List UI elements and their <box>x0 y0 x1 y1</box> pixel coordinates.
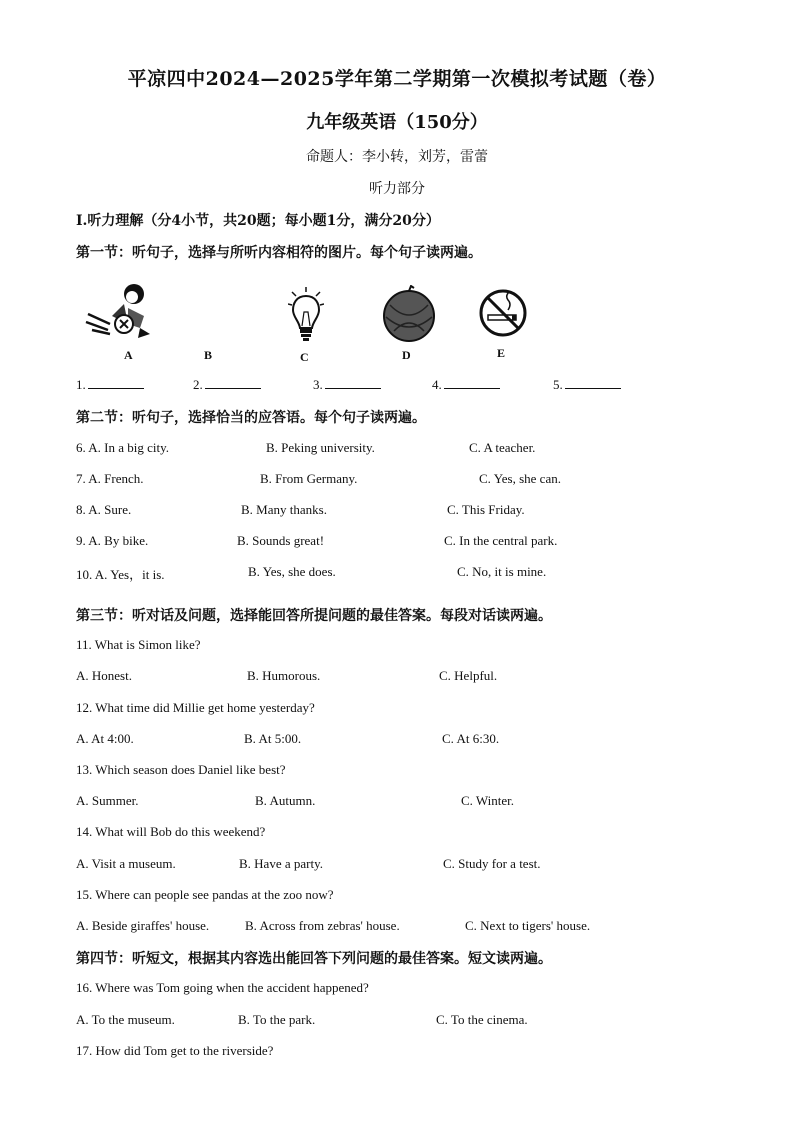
option-13a: A. Summer. <box>76 793 139 808</box>
option-7a: 7. A. French. <box>76 471 144 486</box>
option-12a: A. At 4:00. <box>76 731 134 746</box>
soccer-player-icon <box>84 280 156 342</box>
option-8b: B. Many thanks. <box>241 502 327 517</box>
no-smoking-icon <box>478 288 528 338</box>
picture-label-a: A <box>124 348 133 362</box>
answer-blank-5[interactable]: 5. <box>553 376 621 393</box>
option-15a: A. Beside giraffes' house. <box>76 918 210 933</box>
picture-label-b: B <box>204 348 213 362</box>
question-17: 17. How did Tom get to the riverside? <box>76 1043 274 1058</box>
option-7b: B. From Germany. <box>260 471 358 486</box>
option-13c: C. Winter. <box>461 793 515 808</box>
option-8a: 8. A. Sure. <box>76 502 132 517</box>
option-14b: B. Have a party. <box>239 856 323 871</box>
option-16c: C. To the cinema. <box>436 1012 528 1027</box>
question-11: 11. What is Simon like? <box>76 637 201 652</box>
section2-heading: 第二节：听句子，选择恰当的应答语。每个句子读两遍。 <box>76 410 426 426</box>
answer-blank-1[interactable]: 1. <box>76 376 144 393</box>
picture-label-e: E <box>497 346 506 360</box>
answer-blank-3[interactable]: 3. <box>313 376 381 393</box>
question-16: 16. Where was Tom going when the accident happened? <box>76 980 369 995</box>
option-13b: B. Autumn. <box>255 793 316 808</box>
picture-label-c: C <box>300 350 309 364</box>
section-main-heading: I.听力理解（分4小节，共20题；每小题1分，满分20分） <box>76 213 440 229</box>
answer-blank-2[interactable]: 2. <box>193 376 261 393</box>
option-12b: B. At 5:00. <box>244 731 302 746</box>
option-10a: 10. A. Yes，it is. <box>76 567 165 582</box>
option-6c: C. A teacher. <box>469 440 536 455</box>
section3-heading: 第三节：听对话及问题，选择能回答所提问题的最佳答案。每段对话读两遍。 <box>76 608 552 624</box>
option-6a: 6. A. In a big city. <box>76 440 170 455</box>
question-13: 13. Which season does Daniel like best? <box>76 762 286 777</box>
option-6b: B. Peking university. <box>266 440 375 455</box>
option-15c: C. Next to tigers' house. <box>465 918 591 933</box>
question-15: 15. Where can people see pandas at the zoo now? <box>76 887 334 902</box>
option-14c: C. Study for a test. <box>443 856 541 871</box>
option-11b: B. Humorous. <box>247 668 321 683</box>
option-9a: 9. A. By bike. <box>76 533 149 548</box>
option-9c: C. In the central park. <box>444 533 558 548</box>
option-9b: B. Sounds great! <box>237 533 325 548</box>
section4-heading: 第四节：听短文，根据其内容选出能回答下列问题的最佳答案。短文读两遍。 <box>76 951 552 967</box>
option-8c: C. This Friday. <box>447 502 525 517</box>
melon-icon <box>380 285 438 343</box>
answer-blank-4[interactable]: 4. <box>432 376 500 393</box>
option-10b: B. Yes, she does. <box>248 564 336 579</box>
option-10c: C. No, it is mine. <box>457 564 547 579</box>
option-12c: C. At 6:30. <box>442 731 500 746</box>
option-11a: A. Honest. <box>76 668 132 683</box>
authors-line: 命题人：李小转，刘芳，雷蕾 <box>306 149 488 165</box>
part-label: 听力部分 <box>369 181 425 197</box>
picture-label-d: D <box>402 348 411 362</box>
option-16a: A. To the museum. <box>76 1012 175 1027</box>
question-12: 12. What time did Millie get home yesterday? <box>76 700 315 715</box>
question-14: 14. What will Bob do this weekend? <box>76 824 266 839</box>
option-11c: C. Helpful. <box>439 668 498 683</box>
page-subtitle: 九年级英语（150分） <box>306 112 488 133</box>
light-bulb-icon <box>288 286 324 344</box>
option-15b: B. Across from zebras' house. <box>245 918 400 933</box>
option-7c: C. Yes, she can. <box>479 471 561 486</box>
option-16b: B. To the park. <box>238 1012 316 1027</box>
section1-heading: 第一节：听句子，选择与所听内容相符的图片。每个句子读两遍。 <box>76 245 482 261</box>
option-14a: A. Visit a museum. <box>76 856 176 871</box>
page-title: 平凉四中2024—2025学年第二学期第一次模拟考试题（卷） <box>127 68 667 90</box>
